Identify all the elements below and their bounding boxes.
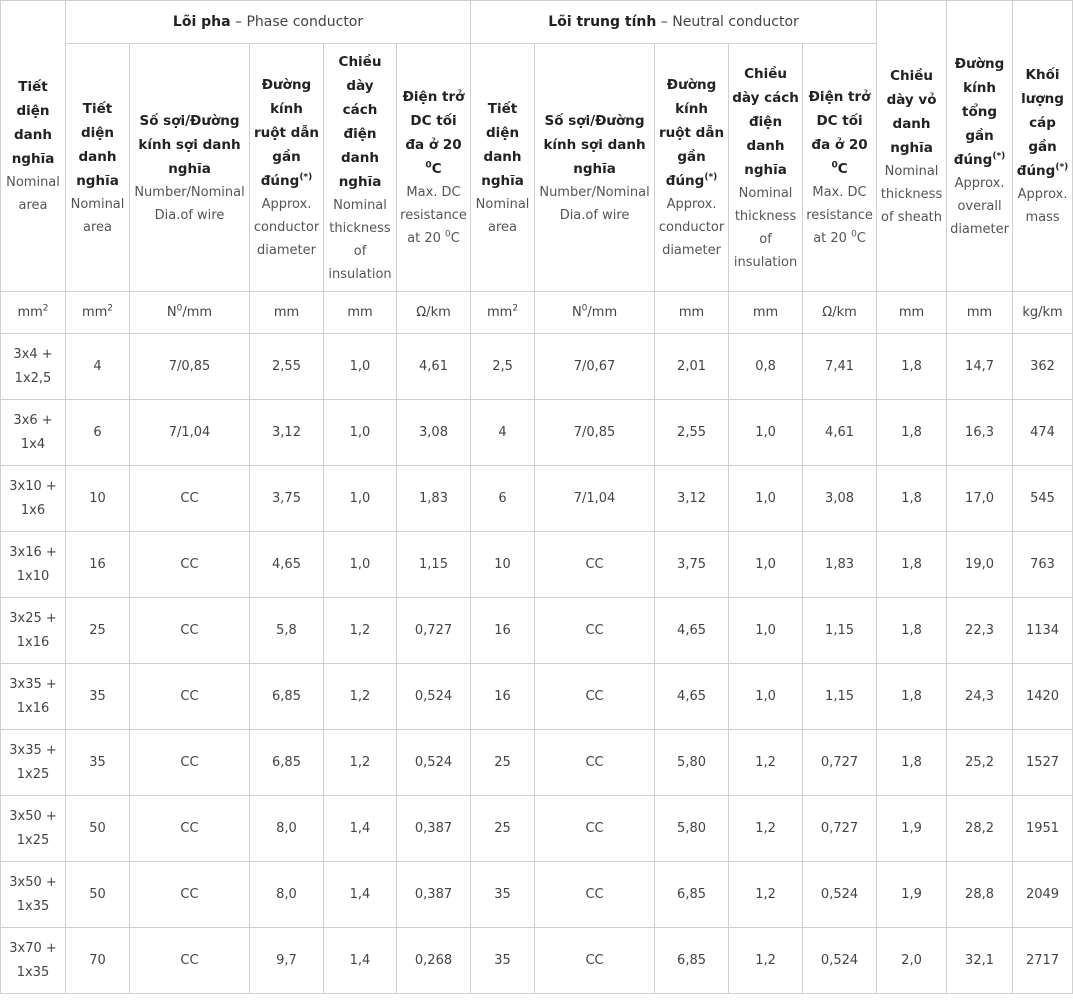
table-cell: 6,85 xyxy=(250,730,324,796)
header-vi-sup: (*) xyxy=(299,172,313,183)
table-cell: 1,2 xyxy=(324,664,397,730)
table-cell: 3,08 xyxy=(397,400,471,466)
header-vi xyxy=(806,85,873,181)
header-vi-sup: 0 xyxy=(831,160,838,171)
header-en-text: Max. DC resistance at 20 xyxy=(400,185,467,246)
header-approx-mass xyxy=(1013,1,1073,292)
unit-text: Ω/km xyxy=(416,304,451,320)
table-cell: 1,15 xyxy=(803,664,877,730)
table-cell: 35 xyxy=(66,664,130,730)
header-vi-text: Đường kính ruột dẫn gần đúng xyxy=(658,77,725,189)
table-cell: 2,0 xyxy=(877,928,947,994)
unit-tail: /mm xyxy=(182,304,213,320)
table-cell: 7/0,85 xyxy=(535,400,655,466)
table-cell: 2049 xyxy=(1013,862,1073,928)
group-en: Phase conductor xyxy=(246,14,364,30)
table-cell: 1,8 xyxy=(877,400,947,466)
unit-text: mm xyxy=(17,304,43,320)
cable-size-line: 1x25 xyxy=(16,766,50,782)
header-vi: Tiết diện danh nghĩa xyxy=(11,79,55,167)
table-cell: 3,75 xyxy=(655,532,729,598)
header-vi: Tiết diện danh nghĩa xyxy=(481,100,524,189)
unit-cell xyxy=(1013,292,1073,334)
cable-size-cell xyxy=(1,928,66,994)
group-vi: Lõi pha xyxy=(172,14,231,30)
table-cell: 763 xyxy=(1013,532,1073,598)
table-cell: 1420 xyxy=(1013,664,1073,730)
unit-cell xyxy=(729,292,803,334)
cable-size-cell xyxy=(1,400,66,466)
header-vi-text: Điện trở DC tối đa ở 20 xyxy=(402,89,465,153)
unit-cell xyxy=(324,292,397,334)
header-vi-tail: C xyxy=(837,161,848,177)
group-header-row xyxy=(1,1,1073,44)
table-row xyxy=(1,334,1073,400)
table-cell: 10 xyxy=(66,466,130,532)
header-en: Approx. mass xyxy=(1017,187,1068,225)
unit-text: kg/km xyxy=(1022,304,1063,320)
table-cell: 1,0 xyxy=(324,532,397,598)
table-cell: 1,0 xyxy=(324,334,397,400)
unit-sup: 2 xyxy=(107,303,114,314)
unit-cell xyxy=(471,292,535,334)
table-row xyxy=(1,928,1073,994)
header-neutral-area xyxy=(471,44,535,292)
table-row xyxy=(1,400,1073,466)
table-cell: 7/0,67 xyxy=(535,334,655,400)
table-cell: 1,2 xyxy=(324,598,397,664)
table-body xyxy=(1,292,1073,994)
table-cell: 1,0 xyxy=(324,466,397,532)
table-cell: CC xyxy=(535,532,655,598)
header-en: Number/Nominal Dia.of wire xyxy=(134,184,245,223)
table-cell: CC xyxy=(130,532,250,598)
table-cell: 25 xyxy=(471,730,535,796)
unit-text: N xyxy=(166,304,177,320)
table-cell: 32,1 xyxy=(947,928,1013,994)
cable-size-cell xyxy=(1,862,66,928)
header-phase-diameter xyxy=(250,44,324,292)
table-row xyxy=(1,730,1073,796)
table-cell: 25 xyxy=(66,598,130,664)
table-cell: 16 xyxy=(66,532,130,598)
header-en: Approx. conductor diameter xyxy=(658,197,725,258)
table-cell: 35 xyxy=(66,730,130,796)
table-cell: 0,387 xyxy=(397,796,471,862)
table-cell: 3,12 xyxy=(655,466,729,532)
unit-cell xyxy=(803,292,877,334)
table-cell: CC xyxy=(130,928,250,994)
cable-size-line: 3x35 + xyxy=(9,676,57,692)
table-cell: 6,85 xyxy=(655,928,729,994)
header-neutral-diameter xyxy=(655,44,729,292)
unit-text: mm xyxy=(81,304,108,320)
table-cell: 1,2 xyxy=(729,928,803,994)
header-en: Nominal thickness of insulation xyxy=(733,185,798,270)
table-cell: 1,8 xyxy=(877,466,947,532)
cable-size-line: 1x25 xyxy=(16,832,50,848)
table-row xyxy=(1,796,1073,862)
table-cell: 8,0 xyxy=(250,862,324,928)
table-cell: 3,12 xyxy=(250,400,324,466)
header-en: Nominal thickness of insulation xyxy=(328,197,392,282)
table-cell: 2,01 xyxy=(655,334,729,400)
table-cell: 1,4 xyxy=(324,928,397,994)
table-cell: 70 xyxy=(66,928,130,994)
header-vi-text: Khối lượng cáp gần đúng xyxy=(1016,67,1064,179)
table-cell: 6,85 xyxy=(655,862,729,928)
header-vi xyxy=(400,85,467,181)
header-en xyxy=(400,181,467,250)
header-vi: Chiều dày cách điện danh nghĩa xyxy=(732,65,799,178)
cable-size-line: 1x4 xyxy=(20,436,46,452)
header-en-sup: 0 xyxy=(445,229,451,240)
table-cell: 362 xyxy=(1013,334,1073,400)
header-en: Approx. conductor diameter xyxy=(253,197,320,258)
cable-size-cell xyxy=(1,334,66,400)
table-row xyxy=(1,664,1073,730)
table-cell: 6 xyxy=(66,400,130,466)
table-cell: 3,08 xyxy=(803,466,877,532)
cable-size-line: 3x35 + xyxy=(9,742,57,758)
table-cell: 50 xyxy=(66,862,130,928)
unit-text: mm xyxy=(898,304,925,320)
table-cell: 1,15 xyxy=(803,598,877,664)
table-cell: 1,0 xyxy=(729,598,803,664)
table-cell: 9,7 xyxy=(250,928,324,994)
table-cell: 0,8 xyxy=(729,334,803,400)
unit-cell xyxy=(1,292,66,334)
cable-size-line: 3x25 + xyxy=(9,610,57,626)
table-cell: 1,83 xyxy=(803,532,877,598)
table-cell: 1134 xyxy=(1013,598,1073,664)
cable-size-line: 3x50 + xyxy=(9,808,57,824)
header-en: Nominal thickness of sheath xyxy=(880,163,943,225)
table-cell: 0,524 xyxy=(397,730,471,796)
table-cell: 1,9 xyxy=(877,796,947,862)
unit-cell xyxy=(250,292,324,334)
header-en-tail: C xyxy=(450,231,460,246)
header-vi-sup: 0 xyxy=(425,160,432,171)
cable-size-line: 1x2,5 xyxy=(14,370,52,386)
table-cell: 16 xyxy=(471,598,535,664)
table-cell: 4,61 xyxy=(803,400,877,466)
header-vi xyxy=(950,52,1009,172)
table-cell: 28,8 xyxy=(947,862,1013,928)
table-cell: 19,0 xyxy=(947,532,1013,598)
unit-text: mm xyxy=(273,304,300,320)
cable-size-cell xyxy=(1,796,66,862)
cable-size-cell xyxy=(1,664,66,730)
header-phase-area xyxy=(66,44,130,292)
table-cell: 22,3 xyxy=(947,598,1013,664)
table-cell: 7/1,04 xyxy=(535,466,655,532)
table-cell: CC xyxy=(535,664,655,730)
table-cell: 5,80 xyxy=(655,796,729,862)
header-en-text: Max. DC resistance at 20 xyxy=(806,185,873,246)
table-cell: 4,61 xyxy=(397,334,471,400)
table-cell: 25 xyxy=(471,796,535,862)
table-cell: 2,55 xyxy=(250,334,324,400)
header-overall-diameter xyxy=(947,1,1013,292)
table-cell: CC xyxy=(130,466,250,532)
cable-size-line: 1x10 xyxy=(16,568,50,584)
header-en: Number/Nominal Dia.of wire xyxy=(539,184,650,223)
table-cell: 1,8 xyxy=(877,532,947,598)
table-cell: 35 xyxy=(471,862,535,928)
table-cell: 0,524 xyxy=(803,862,877,928)
table-cell: 0,524 xyxy=(803,928,877,994)
cable-size-line: 3x70 + xyxy=(9,940,57,956)
group-vi: Lõi trung tính xyxy=(548,14,657,30)
header-vi xyxy=(1016,63,1069,183)
header-en: Approx. overall diameter xyxy=(950,175,1009,237)
header-vi: Số sợi/Đường kính sợi danh nghĩa xyxy=(543,112,646,177)
table-cell: 16,3 xyxy=(947,400,1013,466)
header-en xyxy=(806,181,873,250)
table-cell: 1,0 xyxy=(729,400,803,466)
unit-cell xyxy=(655,292,729,334)
table-cell: 25,2 xyxy=(947,730,1013,796)
cable-size-line: 1x35 xyxy=(16,898,50,914)
table-cell: 1,8 xyxy=(877,664,947,730)
table-cell: CC xyxy=(535,598,655,664)
header-vi-text: Đường kính ruột dẫn gần đúng xyxy=(253,77,320,189)
unit-row xyxy=(1,292,1073,334)
table-row xyxy=(1,598,1073,664)
table-cell: 0,727 xyxy=(803,730,877,796)
cable-size-cell xyxy=(1,598,66,664)
unit-sup: 0 xyxy=(176,303,183,314)
table-cell: 0,268 xyxy=(397,928,471,994)
table-cell: 1,0 xyxy=(729,466,803,532)
unit-cell xyxy=(877,292,947,334)
table-cell: 1,8 xyxy=(877,730,947,796)
table-cell: 2717 xyxy=(1013,928,1073,994)
table-cell: 1,0 xyxy=(729,664,803,730)
header-vi-sup: (*) xyxy=(1055,162,1069,173)
table-cell: 1,9 xyxy=(877,862,947,928)
table-cell: CC xyxy=(535,796,655,862)
table-cell: 4 xyxy=(471,400,535,466)
group-neutral-conductor xyxy=(471,1,877,44)
group-sep: – xyxy=(656,14,673,30)
unit-sup: 2 xyxy=(512,303,519,314)
table-cell: CC xyxy=(130,598,250,664)
header-phase-insulation xyxy=(324,44,397,292)
cable-size-line: 3x10 + xyxy=(9,478,57,494)
header-en: Nominal area xyxy=(70,196,125,235)
unit-tail: /mm xyxy=(587,304,618,320)
header-en: Nominal area xyxy=(6,175,60,213)
table-cell: 1,8 xyxy=(877,598,947,664)
group-phase-conductor xyxy=(66,1,471,44)
table-cell: 4,65 xyxy=(655,664,729,730)
cable-size-line: 3x16 + xyxy=(9,544,57,560)
cable-size-line: 1x6 xyxy=(20,502,46,518)
header-vi-sup: (*) xyxy=(992,151,1006,161)
table-cell: 2,55 xyxy=(655,400,729,466)
table-cell: 545 xyxy=(1013,466,1073,532)
table-cell: 0,524 xyxy=(397,664,471,730)
header-phase-resistance xyxy=(397,44,471,292)
header-sheath-thickness xyxy=(877,1,947,292)
header-vi: Số sợi/Đường kính sợi danh nghĩa xyxy=(138,112,241,177)
table-cell: CC xyxy=(130,862,250,928)
table-cell: 6 xyxy=(471,466,535,532)
unit-cell xyxy=(130,292,250,334)
table-cell: 16 xyxy=(471,664,535,730)
unit-text: mm xyxy=(966,304,993,320)
table-cell: 1,2 xyxy=(729,730,803,796)
table-cell: 50 xyxy=(66,796,130,862)
table-cell: 0,387 xyxy=(397,862,471,928)
table-cell: 8,0 xyxy=(250,796,324,862)
unit-text: mm xyxy=(487,304,513,320)
header-vi: Tiết diện danh nghĩa xyxy=(76,100,119,189)
table-cell: 5,80 xyxy=(655,730,729,796)
table-cell: 1,15 xyxy=(397,532,471,598)
table-cell: 17,0 xyxy=(947,466,1013,532)
unit-text: N xyxy=(571,304,582,320)
table-row xyxy=(1,532,1073,598)
table-cell: 2,5 xyxy=(471,334,535,400)
cable-size-cell xyxy=(1,532,66,598)
table-cell: CC xyxy=(535,862,655,928)
table-cell: 7/0,85 xyxy=(130,334,250,400)
header-neutral-insulation xyxy=(729,44,803,292)
table-cell: 4,65 xyxy=(250,532,324,598)
unit-text: mm xyxy=(678,304,705,320)
table-cell: 1,4 xyxy=(324,862,397,928)
table-cell: 35 xyxy=(471,928,535,994)
cable-size-cell xyxy=(1,466,66,532)
table-cell: 3,75 xyxy=(250,466,324,532)
table-cell: 0,727 xyxy=(397,598,471,664)
header-neutral-wire xyxy=(535,44,655,292)
group-sep: – xyxy=(230,14,247,30)
cable-size-cell xyxy=(1,730,66,796)
table-cell: 1,8 xyxy=(877,334,947,400)
table-cell: 1,0 xyxy=(324,400,397,466)
header-vi: Chiều dày cách điện danh nghĩa xyxy=(338,53,382,190)
table-cell: 1527 xyxy=(1013,730,1073,796)
unit-text: mm xyxy=(752,304,779,320)
cable-size-line: 1x16 xyxy=(16,634,50,650)
cable-size-line: 1x35 xyxy=(16,964,50,980)
cable-size-line: 3x6 + xyxy=(13,412,53,428)
header-vi-text: Đường kính tổng gần đúng xyxy=(953,55,1005,168)
header-en-sup: 0 xyxy=(851,229,857,240)
table-cell: 1,2 xyxy=(729,862,803,928)
unit-text: mm xyxy=(347,304,373,320)
table-cell: 7/1,04 xyxy=(130,400,250,466)
table-cell: 1,83 xyxy=(397,466,471,532)
cable-size-line: 3x4 + xyxy=(13,346,53,362)
header-vi-text: Điện trở DC tối đa ở 20 xyxy=(808,89,871,153)
cable-size-line: 3x50 + xyxy=(9,874,57,890)
table-cell: 4,65 xyxy=(655,598,729,664)
unit-sup: 0 xyxy=(581,303,588,314)
table-cell: 14,7 xyxy=(947,334,1013,400)
table-cell: CC xyxy=(535,730,655,796)
table-cell: 4 xyxy=(66,334,130,400)
table-cell: 6,85 xyxy=(250,664,324,730)
table-cell: 7,41 xyxy=(803,334,877,400)
header-vi: Chiều dày vỏ danh nghĩa xyxy=(886,67,937,156)
cable-size-line: 1x16 xyxy=(16,700,50,716)
table-cell: 0,727 xyxy=(803,796,877,862)
unit-cell xyxy=(535,292,655,334)
table-cell: CC xyxy=(130,796,250,862)
header-vi-tail: C xyxy=(431,161,442,177)
header-vi-sup: (*) xyxy=(704,172,718,183)
table-cell: 10 xyxy=(471,532,535,598)
table-cell: 28,2 xyxy=(947,796,1013,862)
unit-cell xyxy=(397,292,471,334)
group-en: Neutral conductor xyxy=(672,14,799,30)
header-nominal-area xyxy=(1,1,66,292)
header-vi xyxy=(658,73,725,193)
unit-text: Ω/km xyxy=(822,304,857,320)
table-cell: 5,8 xyxy=(250,598,324,664)
header-neutral-resistance xyxy=(803,44,877,292)
table-cell: 1,2 xyxy=(324,730,397,796)
table-cell: CC xyxy=(130,664,250,730)
table-cell: CC xyxy=(130,730,250,796)
table-row xyxy=(1,862,1073,928)
unit-cell xyxy=(66,292,130,334)
unit-cell xyxy=(947,292,1013,334)
table-cell: CC xyxy=(535,928,655,994)
header-en-tail: C xyxy=(856,231,866,246)
table-cell: 1,2 xyxy=(729,796,803,862)
header-en: Nominal area xyxy=(475,196,530,235)
unit-sup: 2 xyxy=(42,303,49,314)
table-cell: 24,3 xyxy=(947,664,1013,730)
table-cell: 1,4 xyxy=(324,796,397,862)
table-cell: 1,0 xyxy=(729,532,803,598)
table-cell: 474 xyxy=(1013,400,1073,466)
header-phase-wire xyxy=(130,44,250,292)
table-cell: 1951 xyxy=(1013,796,1073,862)
header-vi xyxy=(253,73,320,193)
table-row xyxy=(1,466,1073,532)
